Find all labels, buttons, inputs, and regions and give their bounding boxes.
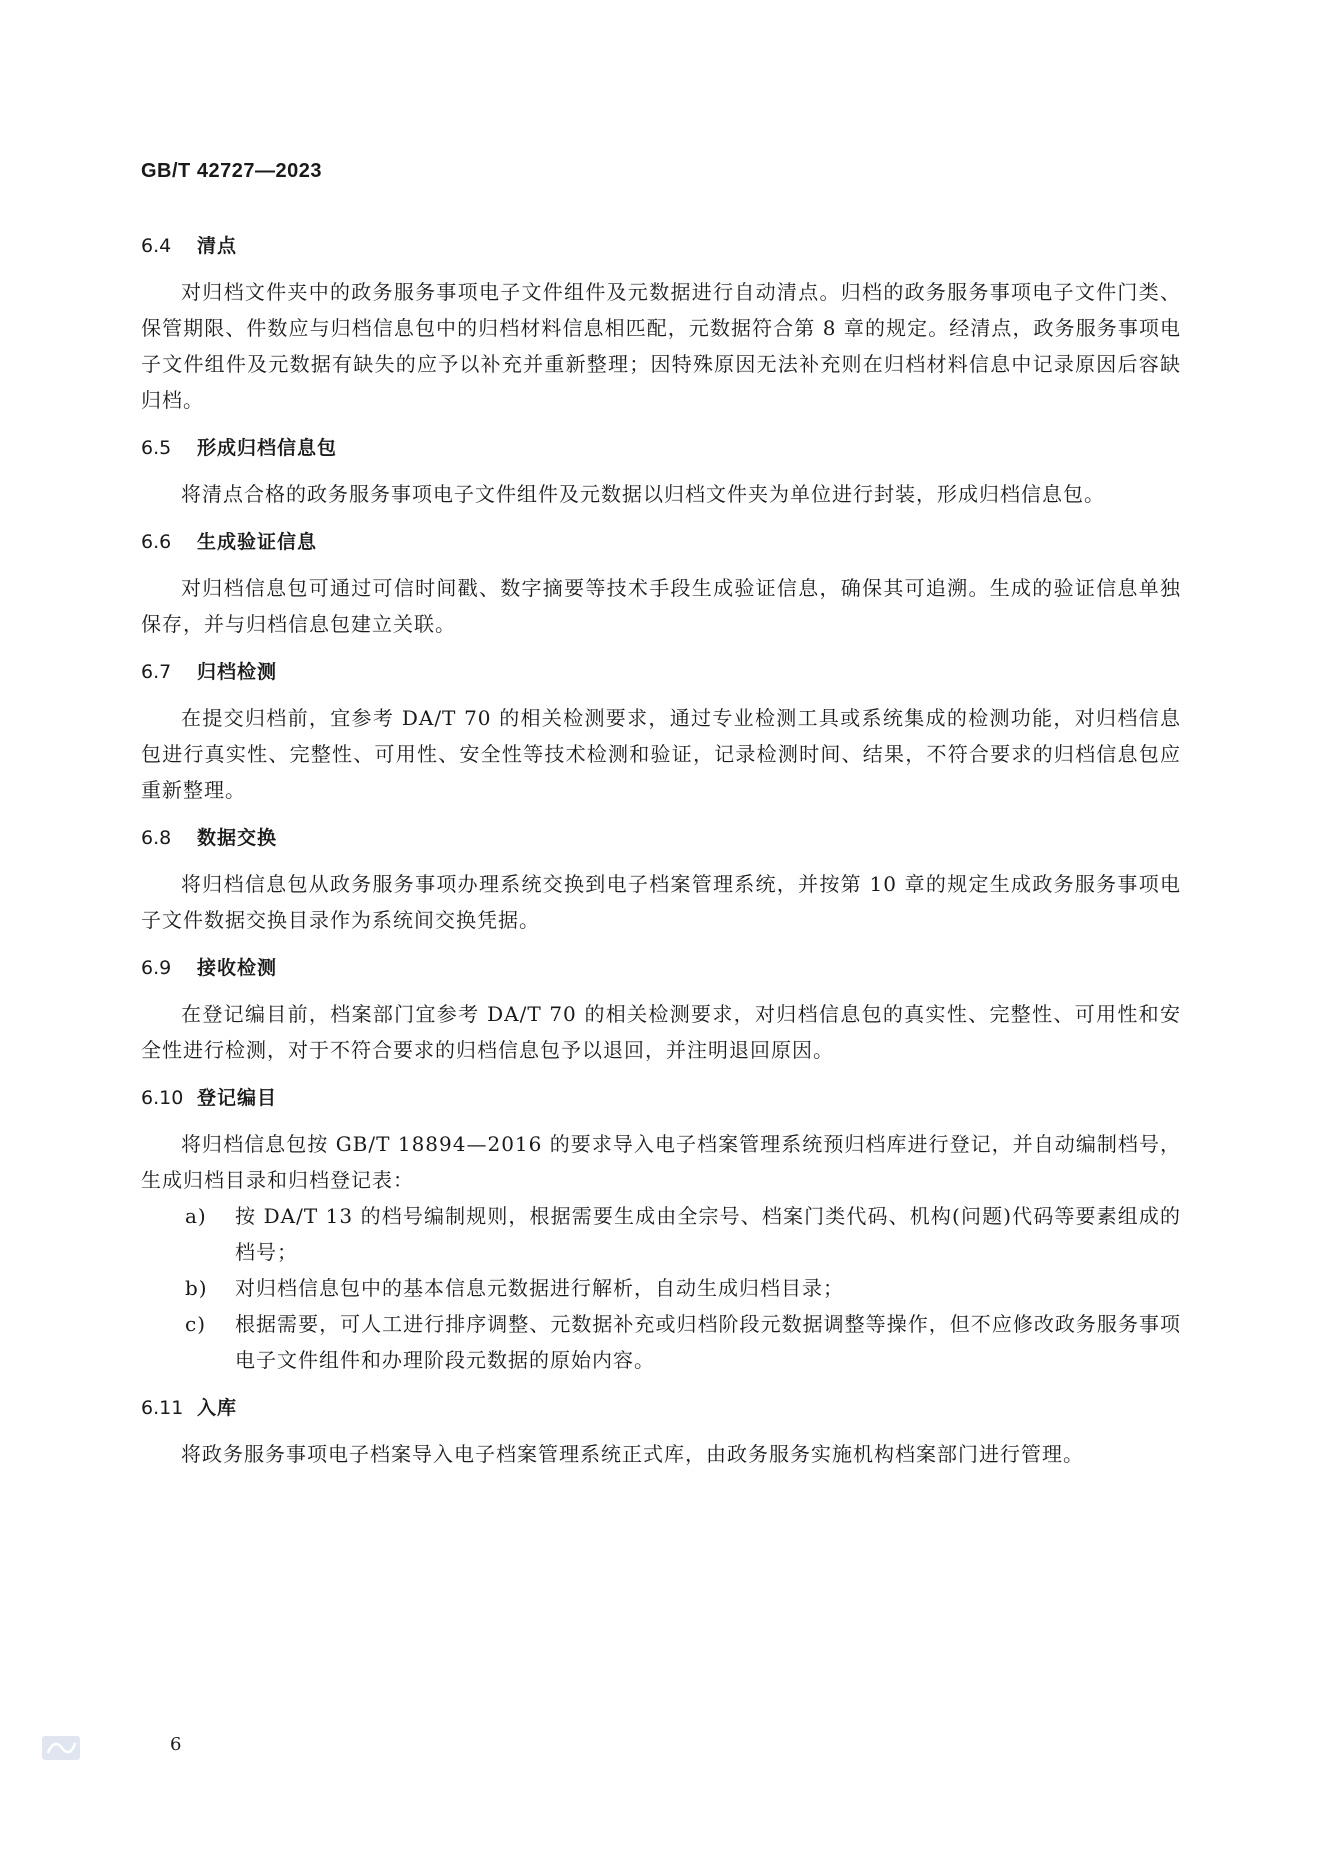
section-6-4: [141, 228, 1181, 418]
list-item-text: 根据需要，可人工进行排序调整、元数据补充或归档阶段元数据调整等操作，但不应修改政务服务事项电子文件组件和办理阶段元数据的原始内容。: [235, 1312, 1181, 1372]
section-heading: [141, 820, 1181, 856]
section-paragraph: 将归档信息包按 GB/T 18894—2016 的要求导入电子档案管理系统预归档库进行登记，并自动编制档号，生成归档目录和归档登记表：: [141, 1132, 1181, 1192]
section-number: 6.9: [141, 957, 172, 979]
section-title: 清点: [197, 235, 238, 257]
item-list: [141, 1198, 1181, 1378]
section-title: 生成验证信息: [197, 531, 318, 553]
section-6-7: [141, 654, 1181, 808]
section-paragraph: 对归档文件夹中的政务服务事项电子文件组件及元数据进行自动清点。归档的政务服务事项电子文件门类、保管期限、件数应与归档信息包中的归档材料信息相匹配，元数据符合第 8 章的规定。经清点，政务服务事项电子文件组件及元数据有缺失的应予以补充并重新整理；因特殊原因无法补充则在归档材料信息中记录原因后容缺归档。: [141, 280, 1181, 412]
section-heading: [141, 1080, 1181, 1116]
section-heading: [141, 950, 1181, 986]
list-item: [141, 1270, 1181, 1306]
sac-logo-icon: [42, 1736, 80, 1760]
section-number: 6.5: [141, 437, 172, 459]
section-paragraph: 对归档信息包可通过可信时间戳、数字摘要等技术手段生成验证信息，确保其可追溯。生成的验证信息单独保存，并与归档信息包建立关联。: [141, 576, 1181, 636]
list-marker: a): [185, 1204, 207, 1228]
section-6-11: [141, 1390, 1181, 1472]
section-title: 归档检测: [197, 661, 278, 683]
section-6-9: [141, 950, 1181, 1068]
section-number: 6.7: [141, 661, 172, 683]
document-body: [141, 228, 1181, 1484]
section-6-8: [141, 820, 1181, 938]
list-item-text: 按 DA/T 13 的档号编制规则，根据需要生成由全宗号、档案门类代码、机构(问题)代码等要素组成的档号；: [235, 1204, 1181, 1264]
section-paragraph: 将归档信息包从政务服务事项办理系统交换到电子档案管理系统，并按第 10 章的规定生成政务服务事项电子文件数据交换目录作为系统间交换凭据。: [141, 872, 1181, 932]
section-heading: [141, 228, 1181, 264]
list-item-text: 对归档信息包中的基本信息元数据进行解析，自动生成归档目录；: [235, 1276, 844, 1300]
list-marker: c): [185, 1312, 207, 1336]
section-number: 6.6: [141, 531, 172, 553]
section-title: 接收检测: [197, 957, 278, 979]
section-heading: [141, 430, 1181, 466]
section-title: 数据交换: [197, 827, 278, 849]
section-paragraph: 将政务服务事项电子档案导入电子档案管理系统正式库，由政务服务实施机构档案部门进行管理。: [181, 1442, 1084, 1466]
page-number: 6: [170, 1734, 182, 1755]
section-title: 登记编目: [197, 1087, 278, 1109]
section-6-10: [141, 1080, 1181, 1378]
section-paragraph: 在提交归档前，宜参考 DA/T 70 的相关检测要求，通过专业检测工具或系统集成的检测功能，对归档信息包进行真实性、完整性、可用性、安全性等技术检测和验证，记录检测时间、结果，不符合要求的归档信息包应重新整理。: [141, 706, 1181, 802]
section-title: 入库: [197, 1397, 238, 1419]
section-heading: [141, 654, 1181, 690]
section-paragraph: 将清点合格的政务服务事项电子文件组件及元数据以归档文件夹为单位进行封装，形成归档信息包。: [181, 482, 1105, 506]
section-number: 6.8: [141, 827, 172, 849]
section-6-5: [141, 430, 1181, 512]
list-item: [141, 1306, 1181, 1378]
section-heading: [141, 1390, 1181, 1426]
section-heading: [141, 524, 1181, 560]
standard-code: GB/T 42727—2023: [141, 160, 322, 182]
list-item: [141, 1198, 1181, 1270]
section-number: 6.11: [141, 1397, 184, 1419]
section-number: 6.10: [141, 1087, 184, 1109]
section-title: 形成归档信息包: [197, 437, 338, 459]
section-6-6: [141, 524, 1181, 642]
section-paragraph: 在登记编目前，档案部门宜参考 DA/T 70 的相关检测要求，对归档信息包的真实性、完整性、可用性和安全性进行检测，对于不符合要求的归档信息包予以退回，并注明退回原因。: [141, 1002, 1181, 1062]
list-marker: b): [185, 1276, 208, 1300]
section-number: 6.4: [141, 235, 172, 257]
